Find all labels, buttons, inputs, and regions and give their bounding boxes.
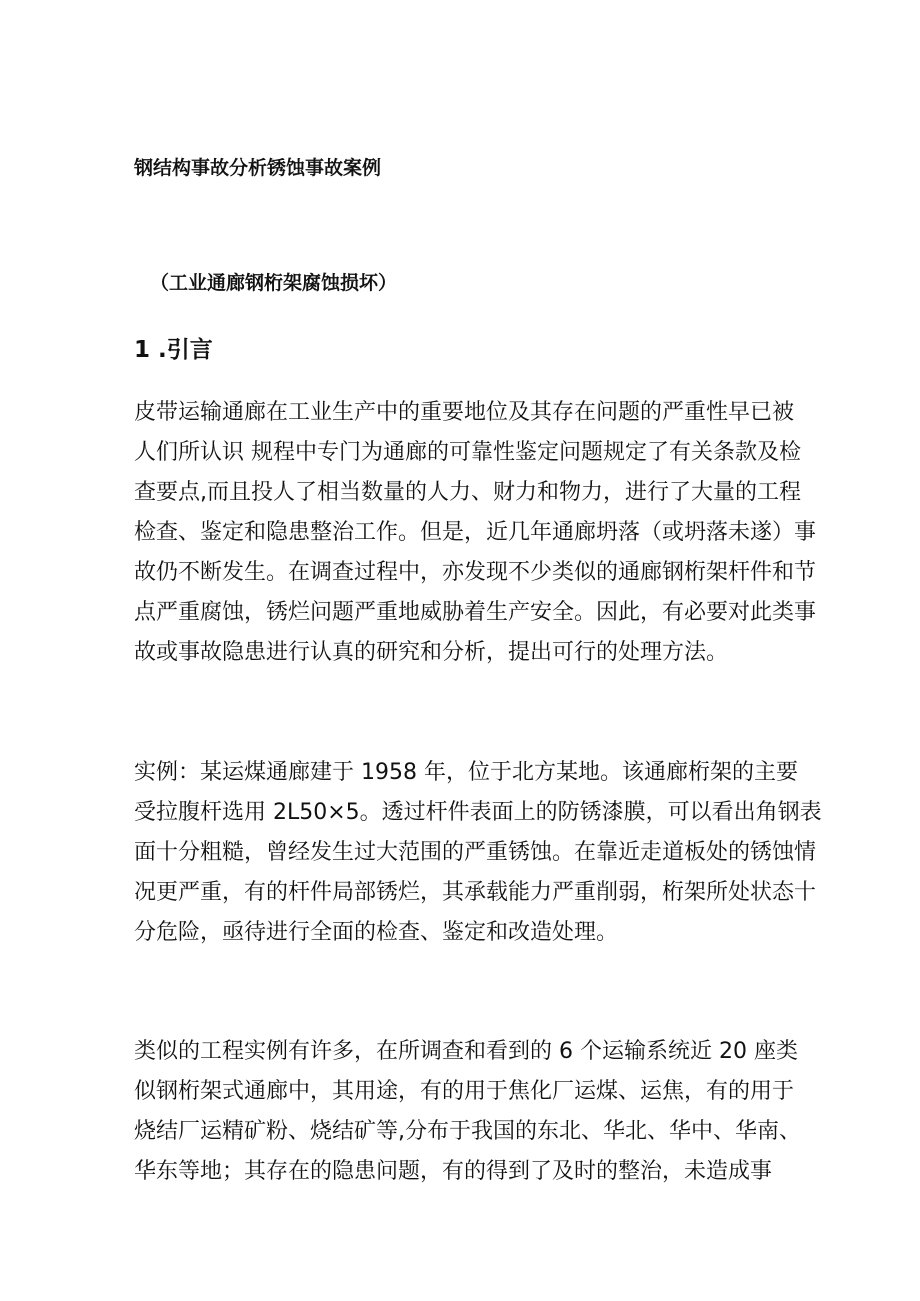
section-heading-introduction: 1 .引言 — [134, 337, 213, 363]
paragraph-line: 华东等地；其存在的隐患问题，有的得到了及时的整治，未造成事 — [134, 1159, 773, 1184]
paragraph-line: 受拉腹杆选用 2L50×5。透过杆件表面上的防锈漆膜，可以看出角钢表 — [134, 800, 822, 825]
document-title: 钢结构事故分析锈蚀事故案例 — [134, 157, 382, 179]
paragraph-line: 烧结厂运精矿粉、烧结矿等,分布于我国的东北、华北、华中、华南、 — [134, 1119, 801, 1144]
paragraph-line: 类似的工程实例有许多，在所调查和看到的 6 个运输系统近 20 座类 — [134, 1039, 798, 1064]
paragraph-line: 实例：某运煤通廊建于 1958 年，位于北方某地。该通廊桁架的主要 — [134, 760, 798, 785]
paragraph-line: 故仍不断发生。在调查过程中，亦发现不少类似的通廊钢桁架杆件和节 — [134, 560, 817, 585]
paragraph-similar-cases — [134, 1032, 801, 1192]
paragraph-background — [134, 393, 817, 673]
paragraph-line: 似钢桁架式通廊中，其用途，有的用于焦化厂运煤、运焦，有的用于 — [134, 1079, 795, 1104]
paragraph-line: 面十分粗糙，曾经发生过大范围的严重锈蚀。在靠近走道板处的锈蚀情 — [134, 840, 817, 865]
paragraph-line: 故或事故隐患进行认真的研究和分析，提出可行的处理方法。 — [134, 640, 729, 665]
paragraph-line: 人们所认识 规程中专门为通廊的可靠性鉴定问题规定了有关条款及检 — [134, 440, 801, 465]
paragraph-example — [134, 753, 822, 953]
paragraph-line: 皮带运输通廊在工业生产中的重要地位及其存在问题的严重性早已被 — [134, 400, 795, 425]
paragraph-line: 点严重腐蚀，锈烂问题严重地威胁着生产安全。因此，有必要对此类事 — [134, 600, 817, 625]
paragraph-line: 查要点,而且投人了相当数量的人力、财力和物力，进行了大量的工程 — [134, 480, 801, 505]
paragraph-line: 检查、鉴定和隐患整治工作。但是，近几年通廊坍落（或坍落未遂）事 — [134, 520, 817, 545]
paragraph-line: 分危险，亟待进行全面的检查、鉴定和改造处理。 — [134, 920, 619, 945]
document-subtitle: （工业通廊钢桁架腐蚀损坏） — [150, 272, 398, 294]
paragraph-line: 况更严重，有的杆件局部锈烂，其承载能力严重削弱，桁架所处状态十 — [134, 880, 817, 905]
